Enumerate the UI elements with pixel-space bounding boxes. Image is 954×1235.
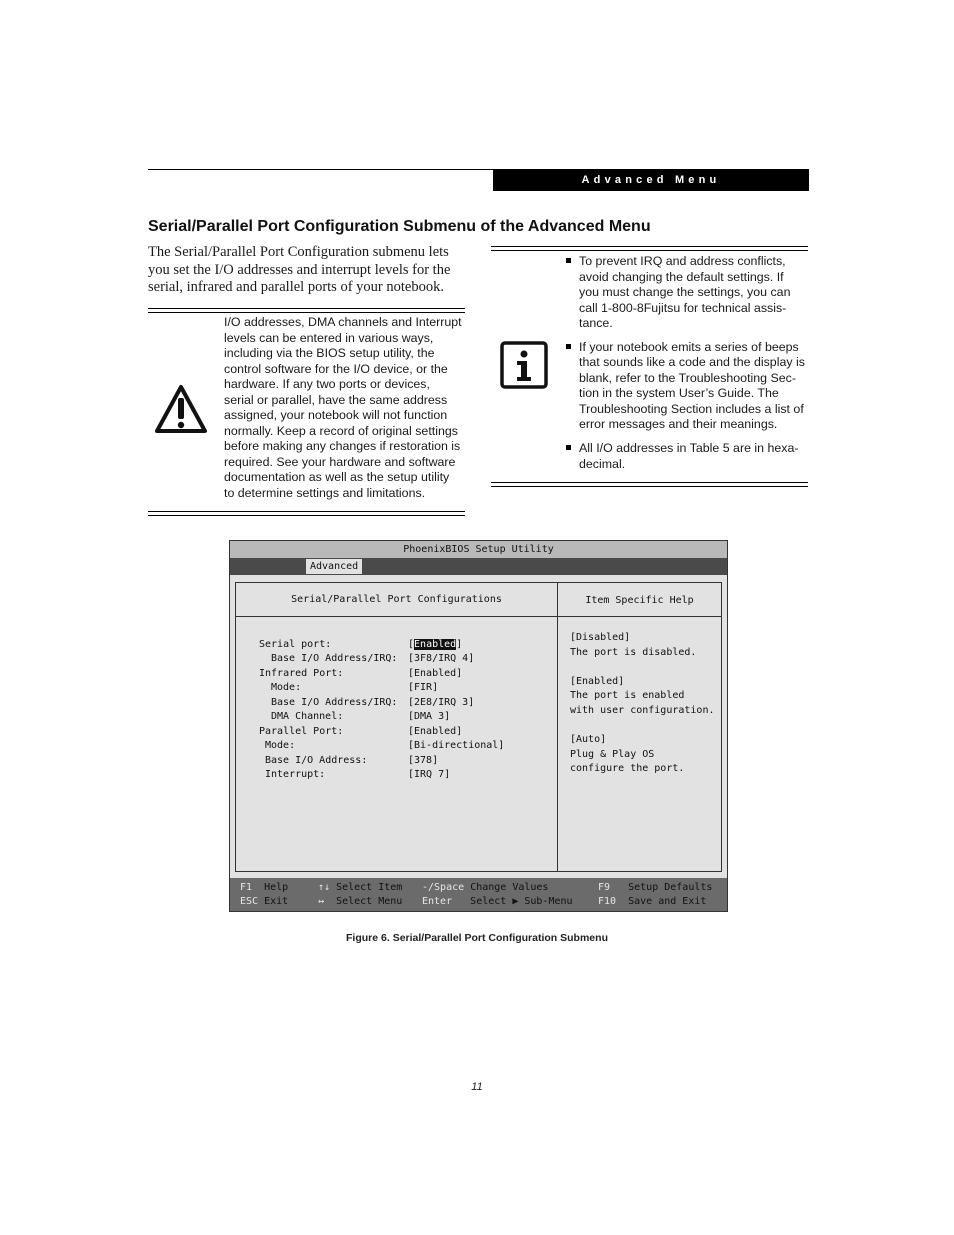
setting-value[interactable]: [3F8/IRQ 4]: [408, 653, 475, 664]
help-line: [Enabled]: [570, 676, 625, 687]
footer-updown: ↑↓ Select Item: [318, 882, 403, 893]
page-number: 11: [471, 1081, 483, 1093]
setting-label: Base I/O Address/IRQ:: [271, 653, 398, 664]
setting-value[interactable]: [Bi-directional]: [408, 740, 505, 751]
caution-top-rule: [148, 308, 465, 313]
page-title: Serial/Parallel Port Configuration Submenu of the Advanced Menu: [148, 218, 651, 235]
setting-value[interactable]: [IRQ 7]: [408, 769, 451, 780]
setting-value[interactable]: [Enabled]: [408, 639, 463, 650]
caution-icon: [154, 384, 208, 439]
info-top-rule: [491, 246, 808, 251]
bios-panel: [235, 582, 722, 872]
help-line: The port is enabled: [570, 690, 685, 701]
setting-label: Base I/O Address:: [265, 755, 368, 766]
help-line: The port is disabled.: [570, 647, 697, 658]
bullet-icon: [566, 344, 571, 349]
info-item: If your notebook emits a series of beeps that sounds like a code and the display is blank, refer to the Troubleshooting Sec-tion in the system User’s Guide. The Troubleshooting Section includes a list of error messages and their meanings.: [566, 340, 806, 433]
footer-leftright: ↔ Select Menu: [318, 896, 403, 907]
caution-text: I/O addresses, DMA channels and Interrupt levels can be entered in various ways, including via the BIOS setup utility, the control software for the I/O device, or the hardware. If any two ports or devices, serial or parallel, have the same address assigned, your notebook will not function normally. Keep a record of original settings before making any changes if restoration is required. See your hardware and software documentation as well as the setup utility to determine settings and limitations.: [224, 315, 462, 501]
setting-label: Interrupt:: [265, 769, 326, 780]
setting-label: Mode:: [271, 682, 302, 693]
figure-caption: Figure 6. Serial/Parallel Port Configuration Submenu: [346, 932, 608, 944]
setting-label: Base I/O Address/IRQ:: [271, 697, 398, 708]
help-line: Plug & Play OS: [570, 749, 655, 760]
header-rule: [148, 169, 493, 170]
setting-label: Mode:: [265, 740, 296, 751]
panel-divider: [236, 616, 721, 617]
footer-enter: Enter Select ▶ Sub-Menu: [422, 896, 573, 907]
setting-value[interactable]: [2E8/IRQ 3]: [408, 697, 475, 708]
caution-bottom-rule: [148, 511, 465, 516]
bios-title-bar: PhoenixBIOS Setup Utility: [230, 541, 727, 558]
bullet-icon: [566, 445, 571, 450]
setting-value[interactable]: [Enabled]: [408, 726, 463, 737]
info-item: All I/O addresses in Table 5 are in hexa-decimal.: [566, 441, 806, 472]
footer-f1: F1 Help: [240, 882, 289, 893]
footer-esc: ESC Exit: [240, 896, 289, 907]
info-bottom-rule: [491, 482, 808, 487]
setting-label: DMA Channel:: [271, 711, 344, 722]
help-line: with user configuration.: [570, 705, 715, 716]
info-item: To prevent IRQ and address conflicts, avoid changing the default settings. If you must change the settings, you can call 1-800-8Fujitsu for technical assis-tance.: [566, 254, 806, 332]
setting-value[interactable]: [FIR]: [408, 682, 439, 693]
info-icon: [500, 341, 548, 394]
setting-label: Infrared Port:: [259, 668, 344, 679]
panel-title: Serial/Parallel Port Configurations: [291, 594, 502, 605]
info-list: [566, 254, 806, 480]
help-line: configure the port.: [570, 763, 685, 774]
section-header: Advanced Menu: [493, 169, 809, 191]
footer-f10: F10 Save and Exit: [598, 896, 707, 907]
panel-column-divider: [557, 583, 558, 871]
setting-value[interactable]: [DMA 3]: [408, 711, 451, 722]
bios-menu-bar: [230, 558, 727, 575]
footer-space: -/Space Change Values: [422, 882, 549, 893]
help-line: [Auto]: [570, 734, 607, 745]
setting-label: Parallel Port:: [259, 726, 344, 737]
setting-value[interactable]: [Enabled]: [408, 668, 463, 679]
bullet-icon: [566, 258, 571, 263]
setting-label: Serial port:: [259, 639, 332, 650]
bios-screen: [229, 540, 728, 912]
footer-f9: F9 Setup Defaults: [598, 882, 713, 893]
help-line: [Disabled]: [570, 632, 631, 643]
intro-paragraph: The Serial/Parallel Port Configuration submenu lets you set the I/O addresses and interrupt levels for the serial, infrared and parallel ports of your notebook.: [148, 244, 451, 296]
bios-footer: [230, 878, 727, 911]
setting-value[interactable]: [378]: [408, 755, 439, 766]
menu-tab-advanced[interactable]: Advanced: [306, 559, 362, 574]
help-title: Item Specific Help: [585, 595, 694, 606]
